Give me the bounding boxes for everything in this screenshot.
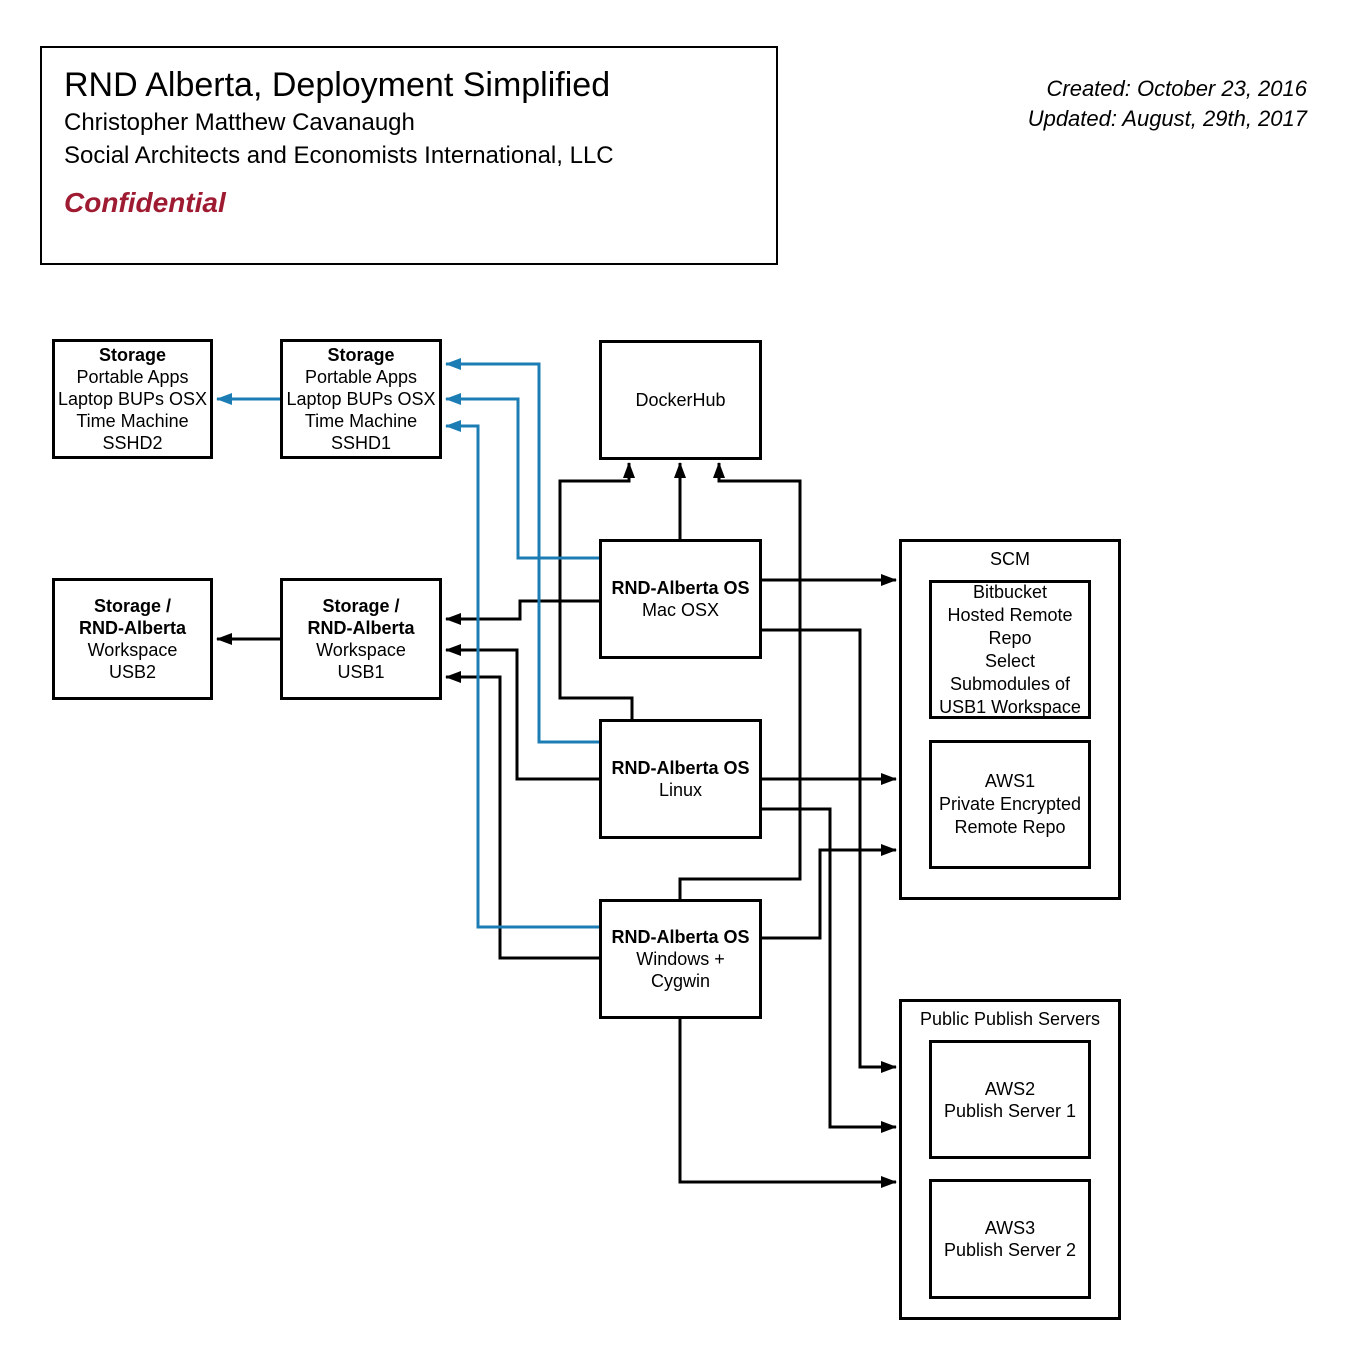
node-title: RND-Alberta: [78, 618, 186, 638]
node-line: Time Machine: [76, 411, 189, 431]
edge-mac-to-sshd1: [446, 399, 599, 558]
node-usb2: [52, 578, 213, 700]
node-line: AWS1: [984, 771, 1036, 791]
edge-mac-to-publish: [762, 630, 896, 1067]
node-line: Repo: [988, 627, 1032, 648]
node-line: Time Machine: [304, 411, 418, 431]
node-line: Publish Server 2: [943, 1240, 1077, 1260]
edge-linux-to-usb1: [446, 650, 599, 779]
confidential-label: Confidential: [64, 187, 226, 218]
node-line: Portable Apps: [304, 367, 418, 387]
node-line: Remote Repo: [954, 817, 1066, 837]
node-line: Linux: [658, 780, 703, 800]
node-title: RND-Alberta OS: [611, 758, 750, 778]
node-line: SSHD2: [102, 433, 163, 453]
edge-windows-to-publish: [680, 1019, 896, 1182]
node-line: AWS3: [984, 1218, 1036, 1238]
node-usb1: [280, 578, 442, 700]
node-line: Laptop BUPs OSX: [286, 389, 436, 409]
node-line: Workspace: [316, 640, 406, 660]
node-aws2-publish-server-1: [929, 1040, 1091, 1159]
edge-windows-to-scm: [762, 850, 896, 938]
node-linux: [599, 719, 762, 839]
edge-linux-to-sshd1: [446, 364, 599, 742]
edge-mac-to-usb1: [446, 601, 599, 619]
created-date: Created: October 23, 2016: [1046, 76, 1307, 101]
node-title: Storage /: [322, 596, 400, 616]
node-line: Cygwin: [650, 971, 711, 991]
page-title: RND Alberta, Deployment Simplified: [64, 66, 611, 104]
node-title: Storage /: [93, 596, 172, 616]
node-line: USB1 Workspace: [939, 696, 1081, 717]
title-box: [40, 46, 778, 265]
edge-linux-to-publish: [762, 809, 896, 1127]
node-title: RND-Alberta OS: [611, 927, 750, 947]
node-title: RND-Alberta: [307, 618, 415, 638]
author-line: Christopher Matthew Cavanaugh: [64, 109, 415, 136]
node-bitbucket-repo: [929, 580, 1091, 719]
node-line: USB1: [337, 662, 385, 682]
node-line: Windows +: [636, 949, 725, 969]
node-title: RND-Alberta OS: [611, 578, 750, 598]
node-line: Hosted Remote: [947, 604, 1073, 625]
node-line: Workspace: [87, 640, 178, 660]
updated-date: Updated: August, 29th, 2017: [1027, 106, 1307, 131]
node-dockerhub: [599, 340, 762, 460]
node-line: Bitbucket: [972, 581, 1048, 602]
node-storage-sshd1: [280, 339, 442, 459]
node-line: USB2: [108, 662, 157, 682]
node-line: Submodules of: [949, 673, 1071, 694]
node-title: DockerHub: [635, 390, 726, 410]
node-line: Private Encrypted: [938, 794, 1082, 814]
node-line: Publish Server 1: [943, 1100, 1077, 1121]
node-line: Portable Apps: [76, 367, 189, 387]
node-line: SSHD1: [330, 433, 392, 453]
node-windows-cygwin: [599, 899, 762, 1019]
date-block: [1028, 74, 1307, 134]
node-mac-osx: [599, 539, 762, 659]
node-title: Storage: [327, 345, 395, 365]
group-scm-label: SCM: [990, 549, 1030, 569]
node-line: Laptop BUPs OSX: [57, 389, 208, 409]
edge-windows-to-sshd1: [446, 426, 599, 927]
node-line: AWS2: [984, 1078, 1036, 1099]
node-aws1-private-repo: [929, 740, 1091, 869]
node-storage-sshd2: [52, 339, 213, 459]
node-title: Storage: [98, 345, 167, 365]
edge-windows-to-usb1: [446, 677, 599, 958]
node-line: Select: [984, 650, 1036, 671]
company-line: Social Architects and Economists International, LLC: [64, 142, 614, 169]
node-aws3-publish-server-2: [929, 1179, 1091, 1299]
group-publish-label: Public Publish Servers: [919, 1009, 1101, 1029]
node-line: Mac OSX: [641, 600, 720, 620]
